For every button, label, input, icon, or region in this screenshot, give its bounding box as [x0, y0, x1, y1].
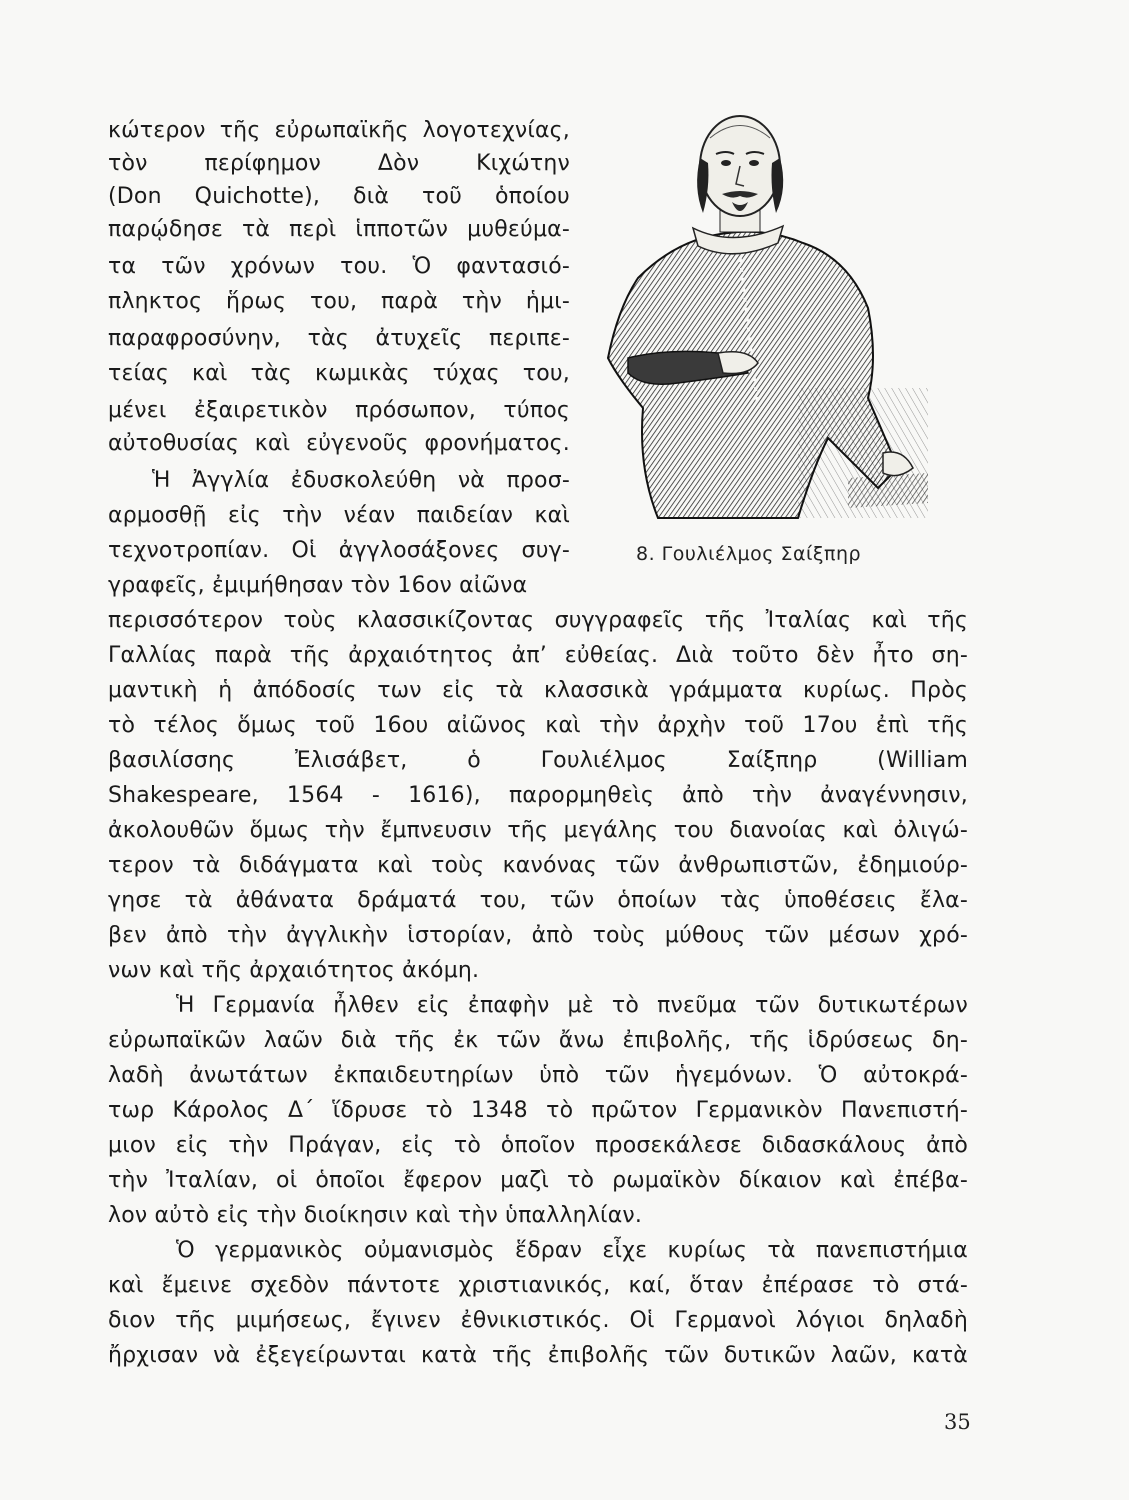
shakespeare-portrait	[598, 108, 938, 528]
portrait-illustration	[598, 108, 938, 528]
text-line: Ὁ γερμανικὸς οὐμανισμὸς ἕδραν εἶχε κυρίως τὰ πανεπιστήμια	[176, 1238, 968, 1263]
text-line: πληκτος ἥρως του, παρὰ τὴν ἡμι-	[108, 289, 570, 314]
text-line: μένει ἐξαιρετικὸν πρόσωπον, τύπος	[108, 398, 570, 423]
text-line: καὶ ἔμεινε σχεδὸν πάντοτε χριστιανικός, καί, ὅταν ἐπέρασε τὸ στά-	[108, 1273, 968, 1298]
text-line: διον τῆς μιμήσεως, ἔγινεν ἐθνικιστικός. Οἱ Γερμανοὶ λόγιοι δηλαδὴ	[108, 1308, 968, 1333]
text-line: (Don Quichotte), διὰ τοῦ ὁποίου	[108, 184, 570, 209]
page-number: 35	[944, 1410, 971, 1434]
text-line: περισσότερον τοὺς κλασσικίζοντας συγγραφεῖς τῆς Ἰταλίας καὶ τῆς	[108, 608, 968, 633]
text-line: τωρ Κάρολος Δ΄ ἵδρυσε τὸ 1348 τὸ πρῶτον Γερμανικὸν Πανεπιστή-	[108, 1098, 968, 1123]
text-line: βεν ἀπὸ τὴν ἀγγλικὴν ἱστορίαν, ἀπὸ τοὺς μύθους τῶν μέσων χρό-	[108, 923, 968, 948]
text-line: τὸ τέλος ὅμως τοῦ 16ου αἰῶνος καὶ τὴν ἀρχὴν τοῦ 17ου ἐπὶ τῆς	[108, 713, 968, 738]
text-line: γραφεῖς, ἐμιμήθησαν τὸν 16ον αἰῶνα	[108, 573, 528, 598]
figure-caption: 8. Γουλιέλμος Σαίξπηρ	[636, 543, 862, 565]
text-line: μαντικὴ ἡ ἀπόδοσίς των εἰς τὰ κλασσικὰ γράμματα κυρίως. Πρὸς	[108, 678, 968, 703]
text-line: τα τῶν χρόνων του. Ὁ φαντασιό-	[108, 254, 570, 279]
text-line: λον αὐτὸ εἰς τὴν διοίκησιν καὶ τὴν ὑπαλληλίαν.	[108, 1203, 643, 1228]
text-line: τὸν περίφημον Δὸν Κιχώτην	[108, 151, 570, 176]
text-line: ἤρχισαν νὰ ἐξεγείρωνται κατὰ τῆς ἐπιβολῆς τῶν δυτικῶν λαῶν, κατὰ	[108, 1343, 968, 1368]
text-line: αρμοσθῇ εἰς τὴν νέαν παιδείαν καὶ	[108, 503, 570, 528]
text-line: γησε τὰ ἀθάνατα δράματά του, τῶν ὁποίων τὰς ὑποθέσεις ἔλα-	[108, 888, 968, 913]
text-line: Ἡ Γερμανία ἦλθεν εἰς ἐπαφὴν μὲ τὸ πνεῦμα τῶν δυτικωτέρων	[176, 993, 968, 1018]
text-line: αὐτοθυσίας καὶ εὐγενοῦς φρονήματος.	[108, 431, 570, 456]
text-line: Shakespeare, 1564 - 1616), παρορμηθεὶς ἀπὸ τὴν ἀναγέννησιν,	[108, 783, 968, 808]
text-line: λαδὴ ἀνωτάτων ἐκπαιδευτηρίων ὑπὸ τῶν ἡγεμόνων. Ὁ αὐτοκρά-	[108, 1063, 968, 1088]
text-line: τεχνοτροπίαν. Οἱ ἀγγλοσάξονες συγ-	[108, 538, 570, 563]
text-line: μιον εἰς τὴν Πράγαν, εἰς τὸ ὁποῖον προσεκάλεσε διδασκάλους ἀπὸ	[108, 1133, 968, 1158]
text-line: Ἡ Ἀγγλία ἐδυσκολεύθη νὰ προσ-	[152, 468, 570, 493]
text-line: τὴν Ἰταλίαν, οἱ ὁποῖοι ἔφερον μαζὶ τὸ ρωμαϊκὸν δίκαιον καὶ ἐπέβα-	[108, 1168, 968, 1193]
text-line: τείας καὶ τὰς κωμικὰς τύχας του,	[108, 361, 570, 386]
text-line: βασιλίσσης Ἐλισάβετ, ὁ Γουλιέλμος Σαίξπηρ (William	[108, 748, 968, 773]
text-line: κώτερον τῆς εὐρωπαϊκῆς λογοτεχνίας,	[108, 118, 570, 143]
text-line: παρῴδησε τὰ περὶ ἱπποτῶν μυθεύμα-	[108, 217, 570, 242]
text-line: ἀκολουθῶν ὅμως τὴν ἔμπνευσιν τῆς μεγάλης του διανοίας καὶ ὀλιγώ-	[108, 818, 968, 843]
text-line: παραφροσύνην, τὰς ἀτυχεῖς περιπε-	[108, 326, 570, 351]
text-line: τερον τὰ διδάγματα καὶ τοὺς κανόνας τῶν ἀνθρωπιστῶν, ἐδημιούρ-	[108, 853, 968, 878]
text-line: Γαλλίας παρὰ τῆς ἀρχαιότητος ἀπ’ εὐθείας. Διὰ τοῦτο δὲν ἦτο ση-	[108, 643, 968, 668]
text-line: νων καὶ τῆς ἀρχαιότητος ἀκόμη.	[108, 958, 480, 983]
text-line: εὐρωπαϊκῶν λαῶν διὰ τῆς ἐκ τῶν ἄνω ἐπιβολῆς, τῆς ἱδρύσεως δη-	[108, 1028, 968, 1053]
